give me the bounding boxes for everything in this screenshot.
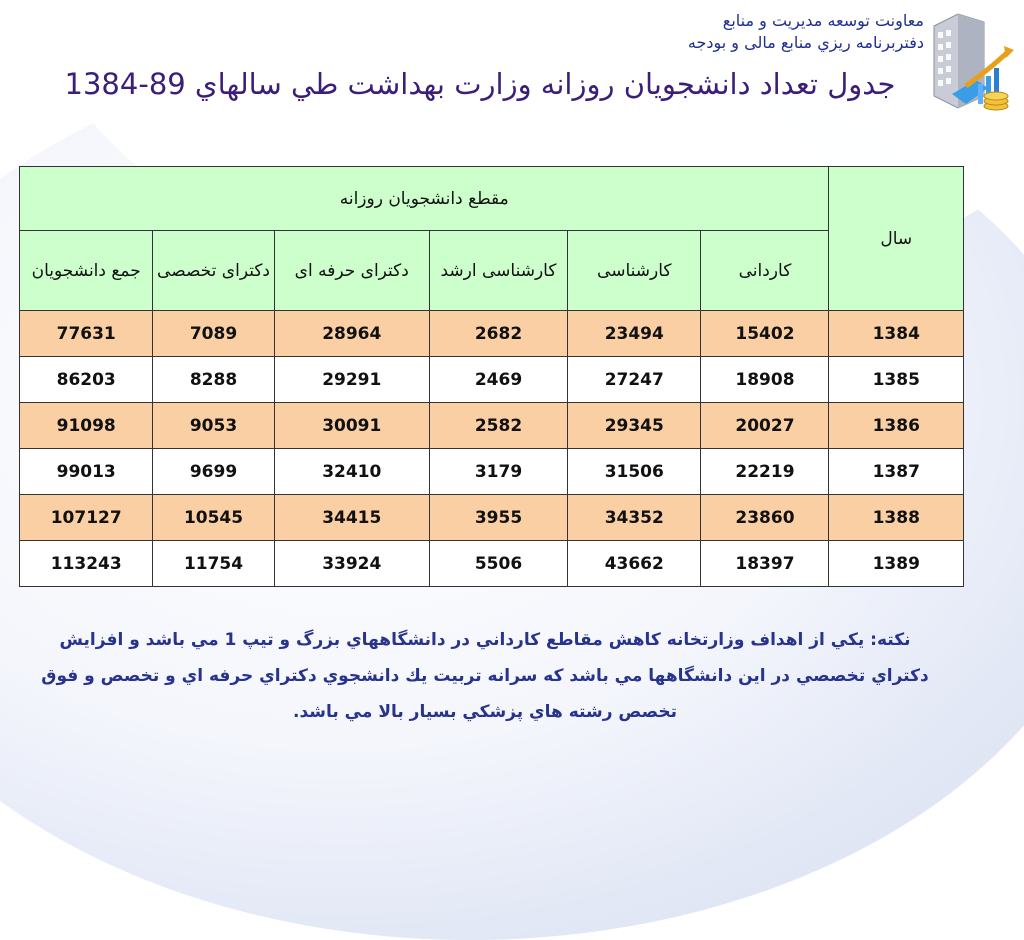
table-cell: 2469	[429, 357, 567, 403]
table-cell: 18397	[701, 541, 829, 587]
table-cell: 22219	[701, 449, 829, 495]
year-cell: 1386	[829, 403, 964, 449]
table-cell: 77631	[20, 311, 153, 357]
table-cell: 28964	[274, 311, 429, 357]
table-cell: 10545	[153, 495, 274, 541]
table-cell: 113243	[20, 541, 153, 587]
table-cell: 18908	[701, 357, 829, 403]
table-cell: 3955	[429, 495, 567, 541]
year-header: سال	[829, 167, 964, 311]
table-cell: 29345	[568, 403, 701, 449]
table-row	[20, 541, 964, 587]
table-cell: 99013	[20, 449, 153, 495]
students-table	[19, 166, 964, 587]
table-cell: 9053	[153, 403, 274, 449]
table-row	[20, 311, 964, 357]
column-header: کارشناسی ارشد	[429, 231, 567, 311]
table-cell: 23494	[568, 311, 701, 357]
table-cell: 27247	[568, 357, 701, 403]
table-cell: 34352	[568, 495, 701, 541]
year-cell: 1389	[829, 541, 964, 587]
year-cell: 1388	[829, 495, 964, 541]
table-cell: 107127	[20, 495, 153, 541]
table-row	[20, 403, 964, 449]
table-cell: 32410	[274, 449, 429, 495]
table-row	[20, 495, 964, 541]
table-cell: 33924	[274, 541, 429, 587]
table-row	[20, 357, 964, 403]
table-cell: 43662	[568, 541, 701, 587]
building-chart-coins-icon	[926, 8, 1016, 118]
footnote: نكته: يكي از اهداف وزارتخانه كاهش مقاطع كارداني در دانشگاههاي بزرگ و تيپ 1 مي باشد و افزايش دكتراي تخصصي در اين دانشگاهها مي باشد كه سرانه تربيت يك دانشجوي دكتراي حرفه اي و تخصص و فوق تخصص رشته هاي پزشكي بسيار بالا مي باشد.	[41, 630, 929, 722]
table-cell: 30091	[274, 403, 429, 449]
org-line-1: معاونت توسعه مديريت و منابع	[722, 11, 924, 30]
column-header: دکترای تخصصی	[153, 231, 274, 311]
table-cell: 9699	[153, 449, 274, 495]
table-cell: 86203	[20, 357, 153, 403]
table-cell: 11754	[153, 541, 274, 587]
table-cell: 8288	[153, 357, 274, 403]
organization-header	[688, 10, 924, 54]
table-cell: 31506	[568, 449, 701, 495]
year-cell: 1385	[829, 357, 964, 403]
page-title: جدول تعداد دانشجويان روزانه وزارت بهداشت طي سالهاي 89-1384	[64, 67, 896, 101]
table-cell: 2682	[429, 311, 567, 357]
column-header: کارشناسی	[568, 231, 701, 311]
group-header: مقطع دانشجويان روزانه	[20, 167, 829, 231]
table-cell: 20027	[701, 403, 829, 449]
table-cell: 91098	[20, 403, 153, 449]
table-cell: 29291	[274, 357, 429, 403]
table-cell: 5506	[429, 541, 567, 587]
table-cell: 34415	[274, 495, 429, 541]
year-cell: 1387	[829, 449, 964, 495]
column-header: جمع دانشجويان	[20, 231, 153, 311]
column-header: دکترای حرفه ای	[274, 231, 429, 311]
table-cell: 3179	[429, 449, 567, 495]
table-cell: 23860	[701, 495, 829, 541]
year-cell: 1384	[829, 311, 964, 357]
table-cell: 2582	[429, 403, 567, 449]
table-row	[20, 449, 964, 495]
table-cell: 15402	[701, 311, 829, 357]
table-cell: 7089	[153, 311, 274, 357]
column-header: کاردانی	[701, 231, 829, 311]
org-line-2: دفتربرنامه ريزي منابع مالی و بودجه	[687, 33, 924, 52]
